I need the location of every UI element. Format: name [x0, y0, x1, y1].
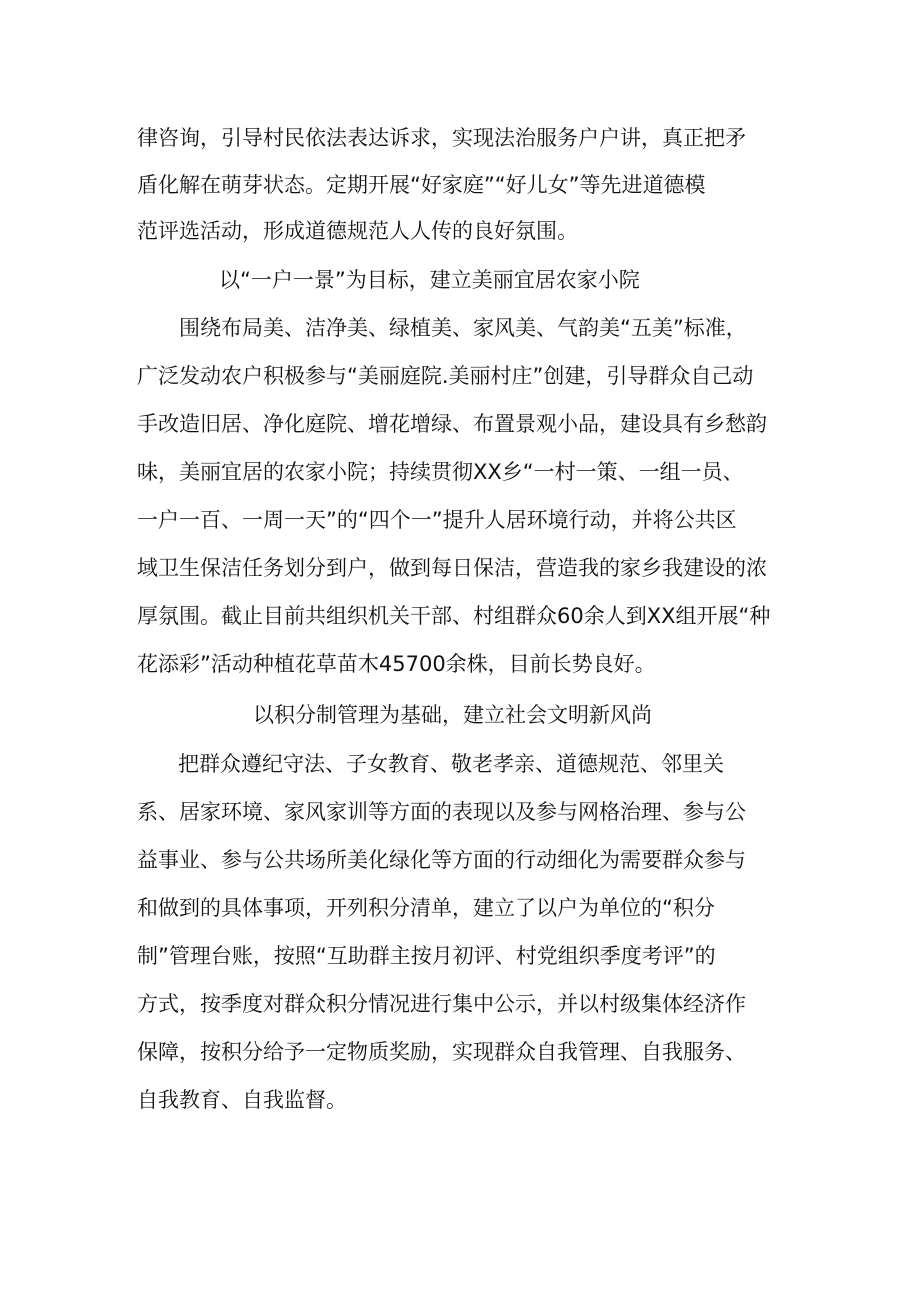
section1-line-2: 广泛发动农户积极参与“美丽庭院.美丽村庄”创建，引导群众自己动 — [137, 364, 754, 388]
section2-heading: 以积分制管理为基础，建立社会文明新风尚 — [253, 703, 652, 727]
section2-line-3: 益事业、参与公共场所美化绿化等方面的行动细化为需要群众参与 — [137, 848, 746, 872]
section1-line-3: 手改造旧居、净化庭院、增花增绿、布置景观小品，建设具有乡愁韵 — [137, 412, 767, 436]
section1-line-1: 围绕布局美、洁净美、绿植美、家风美、气韵美“五美”标准， — [179, 316, 747, 340]
section1-line-4: 味，美丽宜居的农家小院；持续贯彻XX乡“一村一策、一组一员、 — [137, 460, 744, 484]
section2-line-2: 系、居家环境、家风家训等方面的表现以及参与网格治理、参与公 — [137, 800, 746, 824]
section2-line-5: 制”管理台账，按照“互助群主按月初评、村党组织季度考评”的 — [137, 944, 716, 968]
intro-line-3: 范评选活动，形成道德规范人人传的良好氛围。 — [137, 219, 578, 243]
section1-line-6: 域卫生保洁任务划分到户，做到每日保洁，营造我的家乡我建设的浓 — [137, 556, 767, 580]
section2-line-1: 把群众遵纪守法、子女教育、敬老孝亲、道德规范、邻里关 — [178, 752, 724, 776]
section2-line-4: 和做到的具体事项，开列积分清单，建立了以户为单位的“积分 — [137, 896, 715, 920]
section1-line-5: 一户一百、一周一天”的“四个一”提升人居环境行动，并将公共区 — [137, 508, 737, 532]
intro-line-2: 盾化解在萌芽状态。定期开展“好家庭”“好儿女”等先进道德模 — [137, 173, 706, 197]
intro-line-1: 律咨询，引导村民依法表达诉求，实现法治服务户户讲，真正把矛 — [137, 126, 746, 150]
section1-line-7: 厚氛围。截止目前共组织机关干部、村组群众60余人到XX组开展“种 — [137, 604, 771, 628]
section1-heading: 以“一户一景”为目标，建立美丽宜居农家小院 — [219, 268, 640, 292]
section1-line-8: 花添彩”活动种植花草苗木45700余株，目前长势良好。 — [137, 652, 656, 676]
section2-line-6: 方式，按季度对群众积分情况进行集中公示，并以村级集体经济作 — [137, 992, 746, 1016]
section2-line-7: 保障，按积分给予一定物质奖励，实现群众自我管理、自我服务、 — [137, 1040, 746, 1064]
section2-line-8: 自我教育、自我监督。 — [137, 1088, 347, 1112]
